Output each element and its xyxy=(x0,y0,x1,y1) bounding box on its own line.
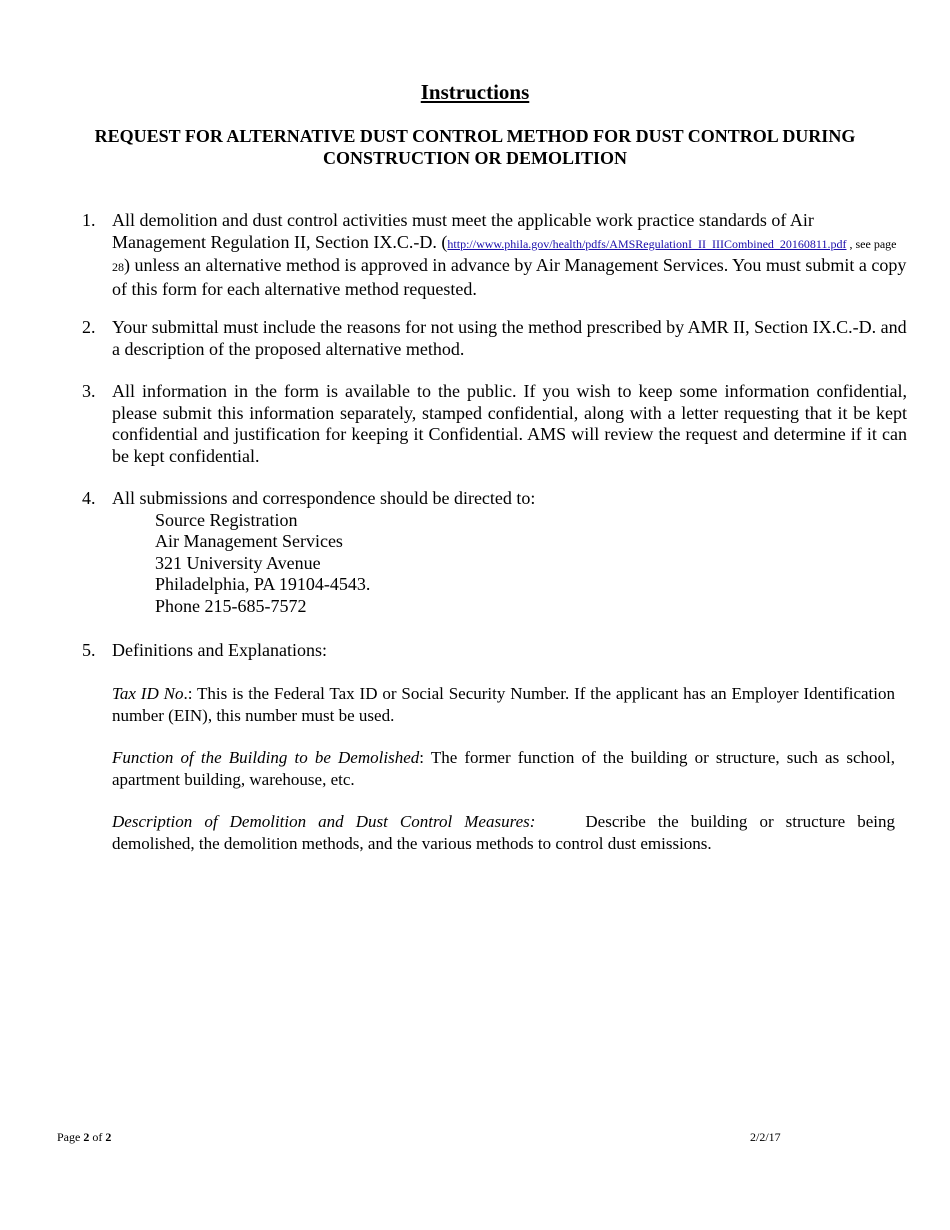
definition-text: The former function of the building or structure, such as school, apartment building, warehouse, etc. xyxy=(112,748,895,789)
item-number: 3. xyxy=(82,381,96,401)
definition-separator: : xyxy=(419,748,431,767)
definition-building-function xyxy=(112,747,895,790)
mailing-address xyxy=(112,510,907,618)
page-title: Instructions xyxy=(420,80,530,104)
item-text xyxy=(112,210,907,300)
definition-term: Description of Demolition and Dust Control Measures: xyxy=(112,812,536,831)
item-number: 1. xyxy=(82,210,96,230)
definition-dust-control xyxy=(112,811,895,854)
definition-term: Function of the Building to be Demolished xyxy=(112,748,420,767)
phone-number: Phone 215-685-7572 xyxy=(155,595,307,616)
address-line: Source Registration xyxy=(155,509,298,530)
form-subtitle: REQUEST FOR ALTERNATIVE DUST CONTROL METHOD FOR DUST CONTROL DURING CONSTRUCTION OR DEMOLITION xyxy=(94,126,856,168)
item-text-part-a: All demolition and dust control activities must meet the applicable work practice standards of Air Management Regulation II, Section IX.C.-D. ( xyxy=(112,210,814,252)
definition-text: Describe the building or structure being demolished, the demolition methods, and the various methods to control dust emissions. xyxy=(112,812,895,853)
item-number: 5. xyxy=(82,640,96,660)
address-line: 321 University Avenue xyxy=(155,552,321,573)
item-text: Your submittal must include the reasons for not using the method prescribed by AMR II, Section IX.C.-D. and a description of the proposed alternative method. xyxy=(112,317,907,359)
page-of: of xyxy=(89,1130,106,1144)
item-number: 4. xyxy=(82,488,96,508)
item-text-part-b: ) unless an alternative method is approved in advance by Air Management Services. You must submit a copy of this form for each alternative method requested. xyxy=(112,255,907,299)
revision-date: 2/2/17 xyxy=(750,1130,781,1144)
definition-tax-id xyxy=(112,683,895,726)
item-text: Definitions and Explanations: xyxy=(112,640,327,660)
definition-separator: .: xyxy=(183,684,197,703)
page-label: Page xyxy=(57,1130,84,1144)
current-page: 2 xyxy=(83,1130,90,1144)
definition-term: Tax ID No xyxy=(112,684,184,703)
link-suffix: , see page 28 xyxy=(112,236,897,275)
regulation-link[interactable]: http://www.phila.gov/health/pdfs/AMSRegulationI_II_IIICombined_20160811.pdf xyxy=(447,236,847,251)
definition-text: This is the Federal Tax ID or Social Security Number. If the applicant has an Employer Identification number (EIN), this number must be used. xyxy=(112,684,896,725)
address-line: Air Management Services xyxy=(155,531,343,552)
total-pages: 2 xyxy=(105,1130,112,1144)
item-text xyxy=(112,488,907,618)
item-intro: All submissions and correspondence should be directed to: xyxy=(112,488,536,508)
item-text: All information in the form is available to the public. If you wish to keep some information confidential, please submit this information separately, stamped confidential, along with a letter requesting that it be kept confidential and justification for keeping it Confidential. AMS will review the request and determine if it can be kept confidential. xyxy=(112,381,907,466)
item-number: 2. xyxy=(82,317,96,337)
address-line: Philadelphia, PA 19104-4543. xyxy=(155,574,371,595)
page-number xyxy=(57,1130,111,1145)
